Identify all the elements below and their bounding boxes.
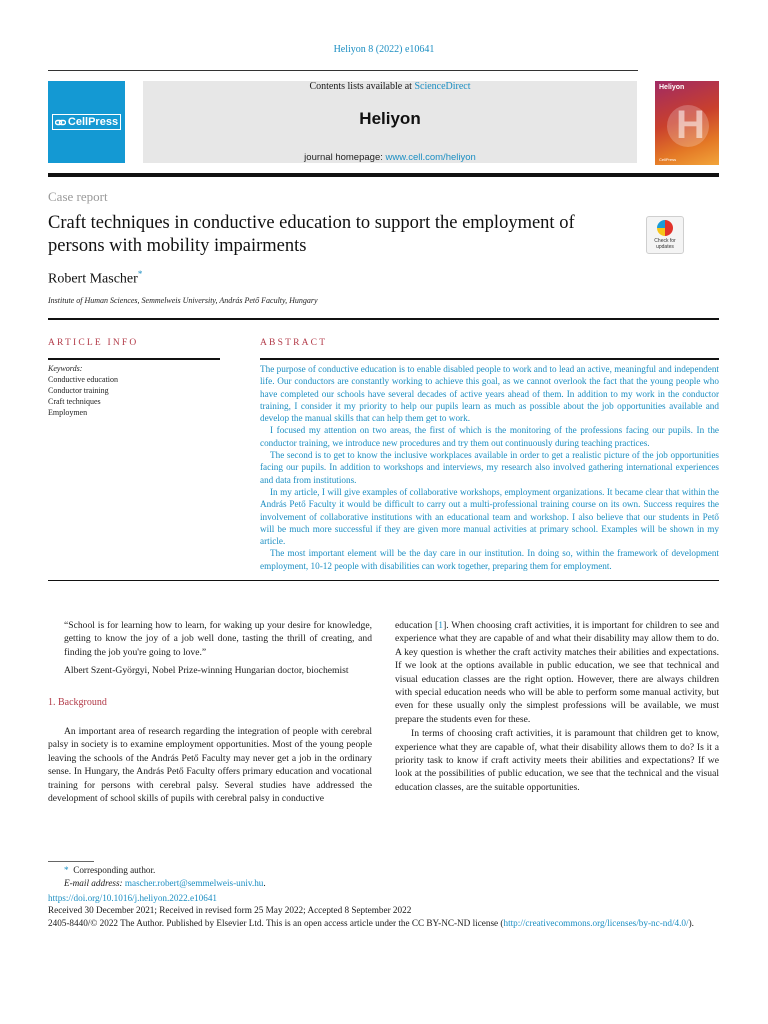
keyword: Conductor training [48,386,109,395]
corresponding-author-note [48,864,719,877]
abstract-end-rule [48,580,719,581]
article-info-rule [48,358,220,360]
license-link[interactable]: http://creativecommons.org/licenses/by-nc-nd/4.0/ [503,918,689,929]
abstract-paragraph: I focused my attention on two areas, the first of which is the monitoring of the professions facing our pupils. In the conductor training, we introduce new procedures and try them out continuously during teaching practices. [260,425,719,448]
corresponding-author-link[interactable]: * [137,269,143,279]
abstract-paragraph: The purpose of conductive education is to enable disabled people to work and to lead an active, meaningful and independent life. Our conductors are constantly working to achieve this goal, as we cannot overlook the fact that the young people who have completed our schools have several decades of active years ahead of them. In addition to my work in the conductor training, I consider it my priority to help our pupils learn as much as possible about the job opportunities available and develop the manual skills that can help them get to work. [260,364,719,424]
email-label: E-mail address: [64,877,123,888]
body-paragraph: An important area of research regarding the integration of people with cerebral palsy in society is to examine employment opportunities. Most of the young people leaving the schools of the András Pető Faculty may never get a job in the ordinary sense. In Hungary, the András Pető Faculty offers primary education and vocational training for persons with cerebral palsy. Several studies have addressed the development of school skills of pupils with cerebral palsy in conductive [48,726,372,805]
abstract-rule [260,358,719,360]
link-icon [55,118,66,127]
doi-line [48,892,719,905]
keyword: Employmen [48,408,88,417]
check-for-updates-button[interactable] [646,216,684,254]
body-paragraph [395,619,719,726]
abstract-text [260,363,719,572]
homepage-prefix: journal homepage: [304,152,386,163]
email-note [48,877,719,890]
email-link[interactable]: mascher.robert@semmelweis-univ.hu [124,877,264,888]
received-dates: Received 30 December 2021; Received in revised form 25 May 2022; Accepted 8 September 2022 [48,905,412,916]
cover-letter: H [676,103,705,147]
epigraph-attribution: Albert Szent-Györgyi, Nobel Prize-winning Hungarian doctor, biochemist [64,665,349,677]
email-suffix: . [263,877,266,888]
license-end: ). [688,918,694,929]
abstract-paragraph: In my article, I will give examples of collaborative workshops, employment organizations. It became clear that within the András Pető Faculty it would be difficult to carry out a multi-professional training course on its own. Success requires the involvement of collaborative institutions with an educational team and workshop. I also believe that our students in Pető will be much more successful if they are given more manual activities at primary school. Examples will be shown in my article. [260,486,719,547]
license-text: 2405-8440/© 2022 The Author. Published by Elsevier Ltd. This is an open access article under the CC BY-NC-ND license ( [48,918,504,929]
doi-link[interactable]: https://doi.org/10.1016/j.heliyon.2022.e10641 [48,892,218,903]
author-line [48,269,142,288]
footnote-text: Corresponding author. [73,865,156,875]
cellpress-logo-text: CellPress [67,116,119,128]
footnote-mark: * [64,865,69,875]
abstract-heading: ABSTRACT [260,338,328,348]
author-name: Robert Mascher [48,271,138,287]
cellpress-logo-frame [52,114,121,130]
reference-link[interactable]: 1 [438,620,444,631]
section-heading-background: 1. Background [48,696,107,708]
affiliation: Institute of Human Sciences, Semmelweis University, András Pető Faculty, Hungary [48,296,318,305]
cover-footer: CellPress [659,157,677,162]
article-title: Craft techniques in conductive education to support the employment of persons with mobility impairments [48,213,575,256]
article-type: Case report [48,189,108,204]
crossmark-icon [657,220,673,236]
journal-name: Heliyon [359,109,421,128]
keyword: Conductive education [48,375,118,384]
license-line [48,917,719,930]
abstract-paragraph: The most important element will be the day care in our institution. In doing so, within the framework of development employment, 10-12 people with disabilities can work together, preparing them for employment. [260,548,719,571]
abstract-paragraph: The second is to get to know the inclusive workplaces available in order to get a realistic picture of the job opportunities facing our pupils. In addition to workshops and interviews, my research also involved gathering international experiences and data from institutions. [260,450,719,485]
sciencedirect-link[interactable]: ScienceDirect [414,81,471,92]
body-right-column [395,619,719,794]
header-thick-rule [48,173,719,177]
journal-banner [143,81,637,163]
cellpress-logo[interactable] [48,81,125,163]
crossmark-label: Check for updates [654,238,676,250]
paragraph-text: ]. When choosing craft activities, it is important for children to see and experience what they are capable of and what their disability may allow them to do. A key question is whether the craft activity matches their abilities and expectations. If we look at the options available in public education, we see that technical and visual education classes are the right option. However, there are always children with special education needs who will be able to perform some manual activity, but even for these usually only the simplest professions will be available, we must prepare the students even for these. [395,620,719,725]
paragraph-text: education [ [395,620,439,631]
contents-line [143,81,637,92]
keywords-label: Keywords: [48,364,83,373]
running-head[interactable]: Heliyon 8 (2022) e10641 [333,44,435,55]
contents-prefix: Contents lists available at [309,81,415,92]
epigraph-quote: “School is for learning how to learn, for waking up your desire for knowledge, getting to know the joy of a job well done, tasting the thrill of creating, and finding the job you're going to love.” [64,620,372,658]
body-paragraph: In terms of choosing craft activities, it is paramount that children get to know, experience what they are capable of, what their disability allows them to do? Is it a priority task to know if craft activity meets their abilities and expectations? If we look at the possibilities of public education, we see that the technical and the visual education classes, are the suitable opportunities. [395,728,719,793]
footnote-rule [48,861,94,862]
header-rule [48,70,638,71]
article-info-heading: ARTICLE INFO [48,338,139,348]
keywords-block [48,363,118,418]
keyword: Craft techniques [48,397,101,406]
body-left-column [48,619,372,805]
journal-homepage-link[interactable]: www.cell.com/heliyon [385,152,476,163]
cover-title: Heliyon [659,84,685,91]
homepage-line [143,152,637,163]
front-matter-rule [48,318,719,320]
footnotes [48,864,719,930]
journal-cover-thumbnail[interactable] [655,81,719,165]
